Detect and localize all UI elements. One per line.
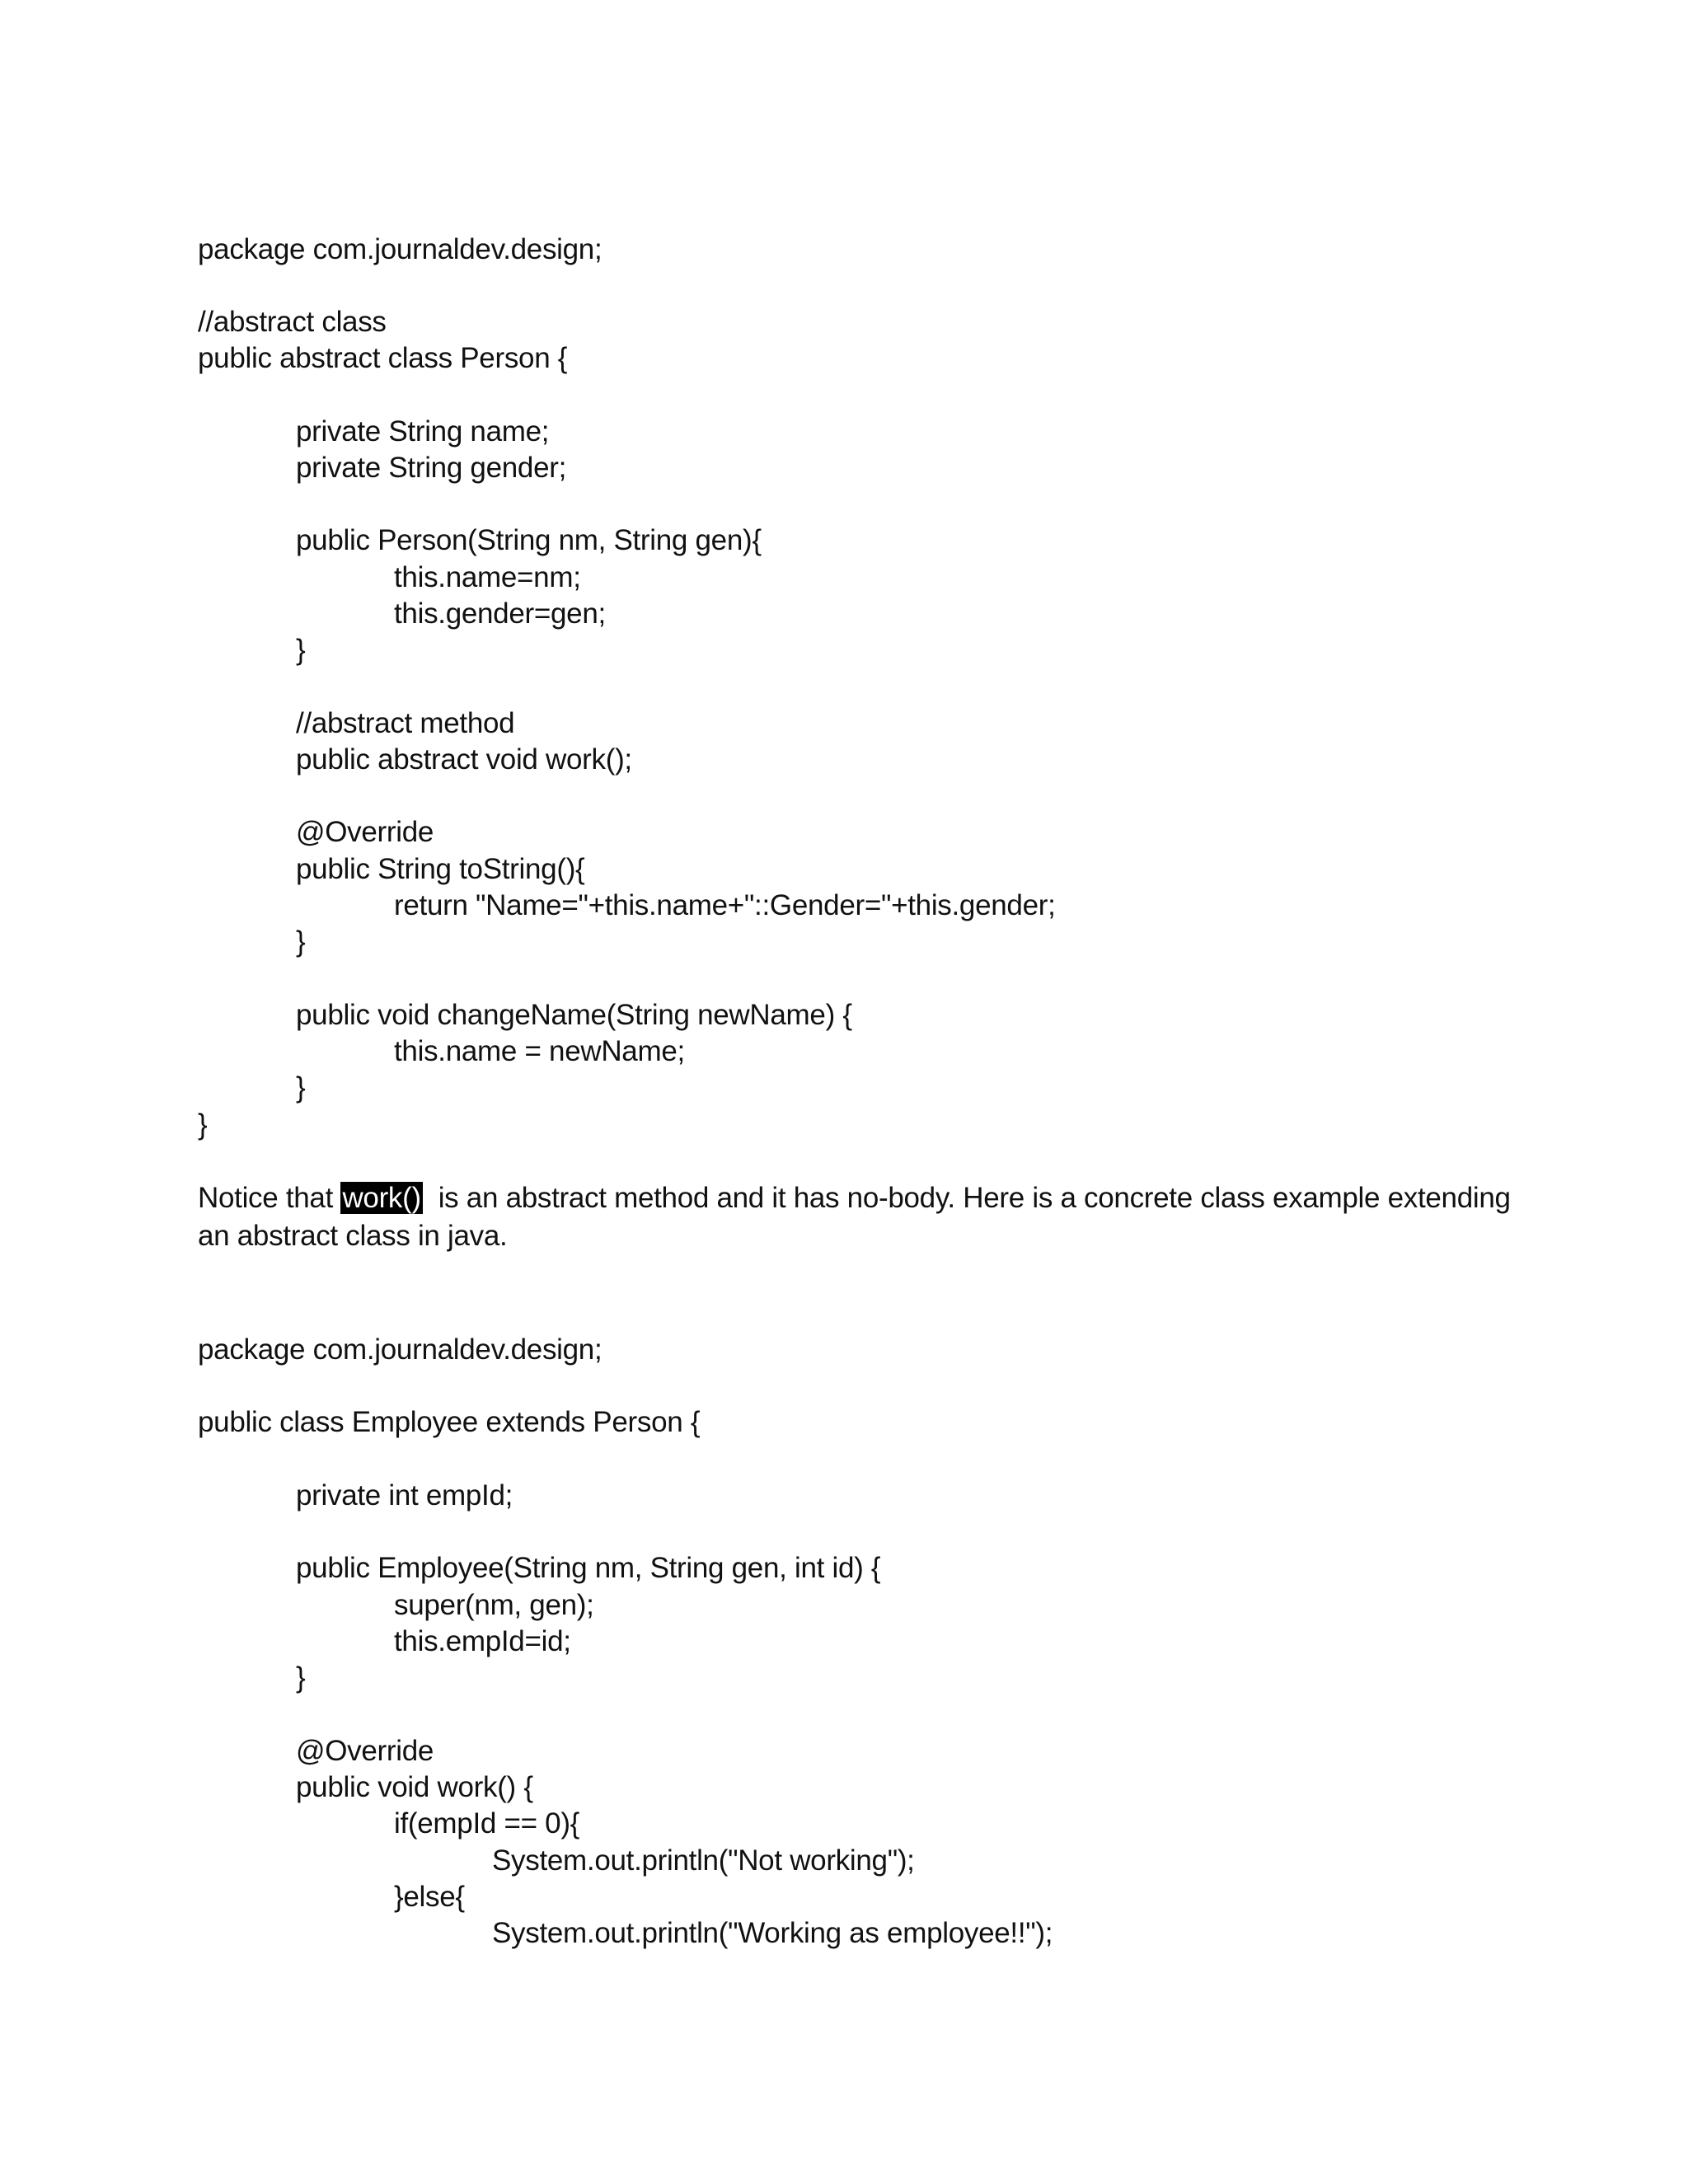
code-line: }: [296, 1661, 306, 1694]
paragraph-text: is an abstract method and it has no-body. Here is a concrete class example extending: [422, 1182, 1511, 1214]
code-line: }: [296, 926, 306, 958]
code-line: }: [296, 1071, 306, 1104]
code-line: public abstract void work();: [296, 743, 632, 776]
highlighted-code: work(): [342, 1182, 421, 1214]
code-line: }else{: [394, 1881, 465, 1913]
code-line: this.name=nm;: [394, 561, 581, 593]
code-line: this.name = newName;: [394, 1035, 685, 1067]
code-line: this.gender=gen;: [394, 598, 606, 630]
code-line: this.empId=id;: [394, 1625, 571, 1657]
paragraph-text: Notice that: [198, 1182, 341, 1214]
code-line: System.out.println("Not working");: [492, 1844, 915, 1877]
code-line: return "Name="+this.name+"::Gender="+this.gender;: [394, 889, 1056, 921]
code-line: package com.journaldev.design;: [198, 233, 603, 265]
code-line: super(nm, gen);: [394, 1589, 594, 1621]
code-line: public void work() {: [296, 1771, 533, 1803]
code-line: //abstract class: [198, 306, 387, 338]
code-line: }: [198, 1108, 208, 1141]
code-line: public Employee(String nm, String gen, int id) {: [296, 1552, 881, 1584]
code-line: //abstract method: [296, 707, 515, 739]
code-line: public void changeName(String newName) {: [296, 999, 852, 1031]
code-line: @Override: [296, 816, 434, 848]
code-line: @Override: [296, 1735, 434, 1767]
code-line: public Person(String nm, String gen){: [296, 524, 762, 556]
code-line: }: [296, 634, 306, 666]
code-line: private int empId;: [296, 1479, 513, 1511]
paragraph-line-1: [198, 1179, 1511, 1217]
code-line: public class Employee extends Person {: [198, 1406, 701, 1438]
code-line: package com.journaldev.design;: [198, 1333, 603, 1366]
code-line: private String name;: [296, 415, 550, 448]
paragraph-line-2: an abstract class in java.: [198, 1220, 508, 1252]
code-line: public String toString(){: [296, 853, 585, 885]
code-line: private String gender;: [296, 452, 567, 484]
code-line: public abstract class Person {: [198, 342, 568, 374]
code-line: System.out.println("Working as employee!!");: [492, 1917, 1053, 1949]
code-line: if(empId == 0){: [394, 1807, 580, 1840]
